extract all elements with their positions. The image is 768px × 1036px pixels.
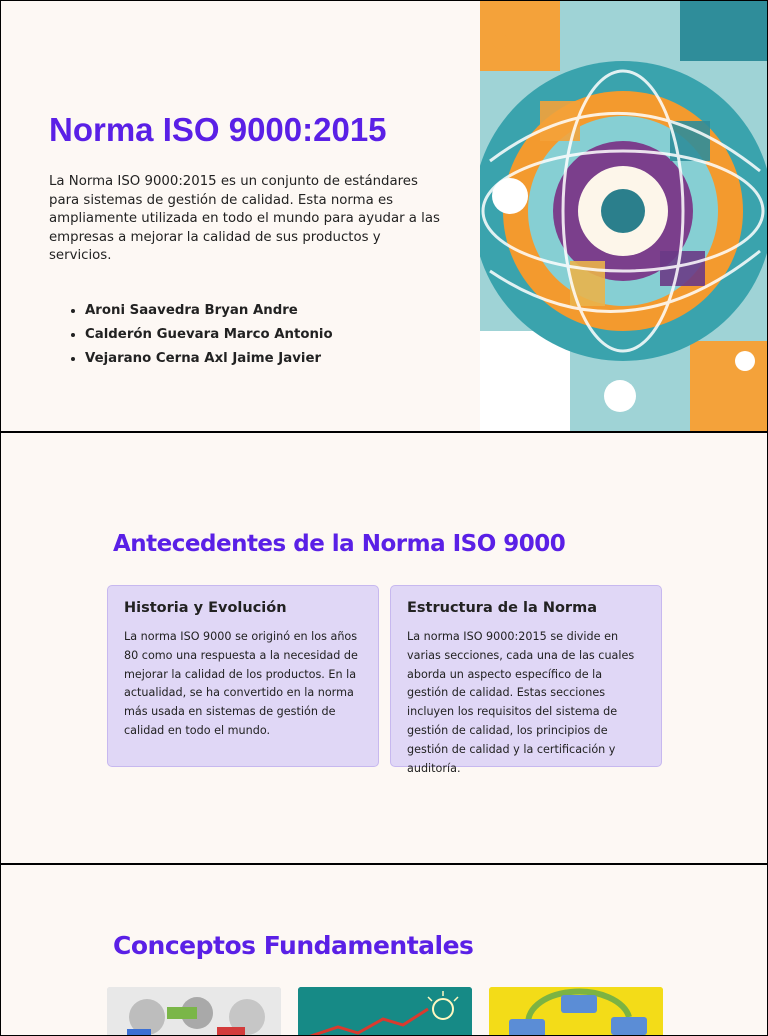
card-body: La norma ISO 9000:2015 se divide en varias secciones, cada una de las cuales aborda un aspecto específico de la gestión de calidad. Estas secciones incluyen los requisitos del sistema de gestión de calidad, los principios de gestión de calidad y la certificación y auditoría. xyxy=(407,630,635,775)
team-puzzle-image xyxy=(107,987,281,1036)
slide-title xyxy=(0,0,768,432)
page-title: Norma ISO 9000:2015 xyxy=(49,111,387,148)
slide-concepts xyxy=(0,864,768,1036)
hero-illustration xyxy=(480,1,767,431)
intro-paragraph: La Norma ISO 9000:2015 es un conjunto de estándares para sistemas de gestión de calidad. Esta norma es ampliamente utilizada en todo el mundo para ayudar a las empresas a mejorar la calidad de sus productos y servicios. xyxy=(49,174,440,264)
slide-background xyxy=(0,432,768,864)
process-cycle-diagram-image xyxy=(489,987,663,1036)
author-item: • Aroni Saavedra Bryan Andre xyxy=(85,301,333,325)
author-list xyxy=(67,301,333,373)
section-title: Antecedentes de la Norma ISO 9000 xyxy=(113,531,566,557)
history-card xyxy=(107,585,379,767)
growth-chart-image xyxy=(298,987,472,1036)
author-item: • Calderón Guevara Marco Antonio xyxy=(85,325,333,349)
structure-card xyxy=(390,585,662,775)
card-body: La norma ISO 9000 se originó en los años 80 como una respuesta a la necesidad de mejorar la calidad de los productos. En la actualidad, se ha convertido en la norma más usada en sistemas de gestión de calidad en todo el mundo. xyxy=(124,630,358,737)
section-title: Conceptos Fundamentales xyxy=(113,931,474,960)
author-item: • Vejarano Cerna Axl Jaime Javier xyxy=(85,349,333,373)
card-title: Historia y Evolución xyxy=(124,600,287,616)
card-title: Estructura de la Norma xyxy=(407,600,597,616)
